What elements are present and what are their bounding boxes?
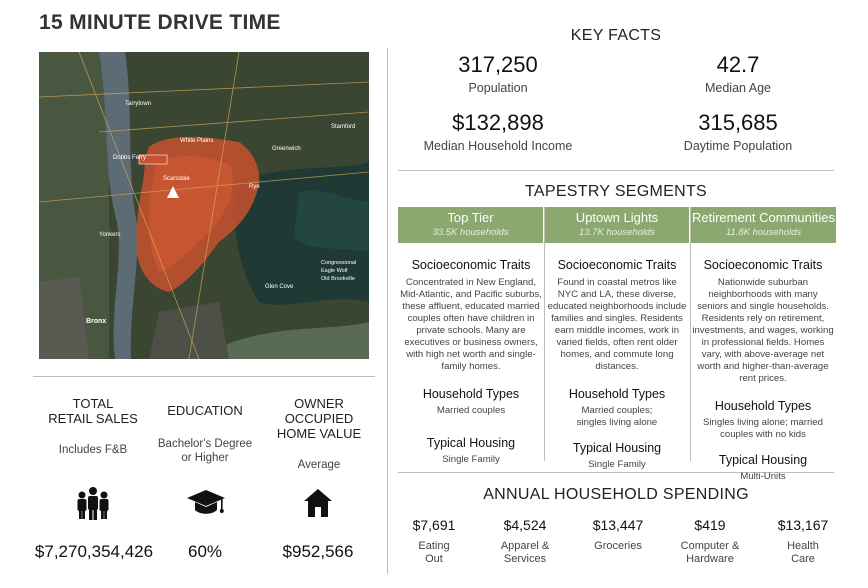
spending-health-care: [763, 517, 843, 566]
map-label-old-brookville: Old Brookville: [321, 276, 355, 282]
drive-time-map[interactable]: [39, 52, 369, 359]
segment-households: 33.5K households: [432, 227, 509, 238]
stat-subtitle: Bachelor's Degree or Higher: [157, 438, 253, 464]
key-fact-daytime-population: [638, 110, 838, 153]
segment-divider: [690, 207, 691, 461]
spending-heading: ANNUAL HOUSEHOLD SPENDING: [483, 486, 749, 503]
stat-label: TOTAL RETAIL SALES: [48, 396, 138, 426]
segment-header-uptown-lights: [545, 207, 689, 243]
center-divider: [387, 48, 388, 574]
segment-divider: [544, 207, 545, 461]
key-fact-median-age: [638, 52, 838, 95]
household-text: Married couples: [436, 405, 506, 416]
map-label-dobbs-ferry: Dobbs Ferry: [113, 155, 147, 161]
spending-value: $7,691: [412, 517, 456, 533]
page-title: 15 MINUTE DRIVE TIME: [39, 11, 281, 34]
household-heading: Household Types: [714, 399, 812, 413]
left-divider: [33, 376, 375, 377]
tapestry-heading: TAPESTRY SEGMENTS: [524, 183, 708, 200]
stat-value: $7,270,354,426: [34, 542, 154, 561]
spending-caption: Apparel & Services: [500, 540, 550, 565]
stat-education-value: [160, 542, 250, 562]
household-heading: Household Types: [422, 387, 520, 401]
segment-column-uptown-lights: [546, 243, 688, 471]
stat-label: EDUCATION: [167, 403, 243, 418]
traits-heading: Socioeconomic Traits: [557, 258, 677, 272]
key-fact-value: $132,898: [452, 110, 544, 135]
map-label-white-plains: White Plains: [180, 138, 214, 144]
key-fact-value: 317,250: [458, 52, 538, 77]
stat-subtitle: Includes F&B: [58, 444, 128, 456]
spending-caption: Groceries: [594, 540, 642, 552]
stat-home-value-value: [260, 542, 376, 562]
spending-caption: Computer & Hardware: [680, 540, 740, 565]
house-icon: [303, 488, 333, 518]
map-label-tarrytown: Tarrytown: [125, 101, 152, 107]
map-label-stamford: Stamford: [331, 124, 356, 130]
key-facts-divider: [398, 170, 834, 171]
spending-groceries: [578, 517, 658, 553]
key-fact-caption: Median Age: [704, 81, 772, 95]
spending-caption: Eating Out: [418, 540, 450, 565]
traits-heading: Socioeconomic Traits: [703, 258, 823, 272]
traits-heading: Socioeconomic Traits: [411, 258, 531, 272]
stat-subtitle: Average: [297, 459, 341, 471]
map-label-congressional: Congressional: [321, 260, 357, 266]
housing-heading: Typical Housing: [572, 441, 662, 455]
segment-column-top-tier: [400, 243, 542, 466]
spending-eating-out: [394, 517, 474, 566]
housing-text: Multi-Units: [740, 471, 786, 482]
household-heading: Household Types: [568, 387, 666, 401]
stat-education: [150, 403, 260, 465]
segment-name: Top Tier: [447, 210, 494, 225]
graduation-cap-icon: [186, 488, 226, 518]
segment-households: 11.8K households: [725, 227, 802, 238]
housing-text: Single Family: [442, 454, 500, 465]
segment-name: Retirement Communities: [691, 210, 836, 225]
household-text: Married couples; singles living alone: [576, 405, 658, 428]
traits-text: Found in coastal metros like NYC and LA, these diverse, educated neighborhoods include families and singles. Residents earn middle incomes, work in varied fields, often rent older homes, and commute long distances.: [547, 277, 687, 372]
housing-heading: Typical Housing: [426, 436, 516, 450]
key-fact-value: 42.7: [716, 52, 760, 77]
stat-home-value: [258, 396, 380, 472]
segment-households: 13.7K households: [578, 227, 656, 238]
spending-apparel: [485, 517, 565, 566]
spending-computer: [670, 517, 750, 566]
housing-heading: Typical Housing: [718, 453, 808, 467]
spending-value: $4,524: [503, 517, 547, 533]
key-fact-value: 315,685: [698, 110, 778, 135]
key-fact-population: [398, 52, 598, 95]
housing-text: Single Family: [588, 459, 646, 470]
stat-label: OWNER OCCUPIED HOME VALUE: [276, 396, 362, 441]
traits-text: Nationwide suburban neighborhoods with many seniors and single households. Residents rely on retirement, investments, and wages, working in professional fields. Homes vary, with above-average net worth and higher-than-average rent prices.: [692, 277, 834, 384]
segment-header-retirement-communities: [691, 207, 836, 243]
stat-retail-sales: [30, 396, 156, 457]
key-fact-caption: Median Household Income: [423, 139, 573, 153]
stat-value: $952,566: [282, 542, 354, 561]
spending-value: $419: [694, 517, 726, 533]
map-label-rye: Rye: [249, 184, 260, 190]
spending-caption: Health Care: [787, 540, 819, 565]
traits-text: Concentrated in New England, Mid-Atlantic, and Pacific suburbs, these affluent, educated married couples often have children in private schools. Many are executives or business owners, with high net worth and single-family homes.: [400, 277, 542, 372]
map-image: [39, 52, 369, 359]
map-label-glen-cove: Glen Cove: [265, 284, 294, 290]
segment-header-top-tier: [398, 207, 543, 243]
segment-name: Uptown Lights: [575, 210, 659, 225]
segment-column-retirement-communities: [692, 243, 834, 483]
people-icon: [75, 486, 111, 520]
map-label-greenwich: Greenwich: [272, 146, 301, 152]
spending-value: $13,447: [592, 517, 644, 533]
key-fact-caption: Population: [468, 81, 528, 95]
key-facts-heading: KEY FACTS: [570, 27, 662, 44]
household-text: Singles living alone; married couples with no kids: [703, 417, 823, 440]
map-label-yonkers: Yonkers: [99, 232, 121, 238]
key-fact-caption: Daytime Population: [683, 139, 793, 153]
key-fact-median-income: [398, 110, 598, 153]
spending-value: $13,167: [777, 517, 829, 533]
stat-retail-sales-value: [24, 542, 164, 562]
map-label-eagle-wolf: Eagle Wolf: [321, 268, 348, 274]
stat-value: 60%: [187, 542, 223, 561]
map-label-scarsdale: Scarsdale: [163, 176, 190, 182]
map-label-bronx: Bronx: [86, 318, 107, 325]
